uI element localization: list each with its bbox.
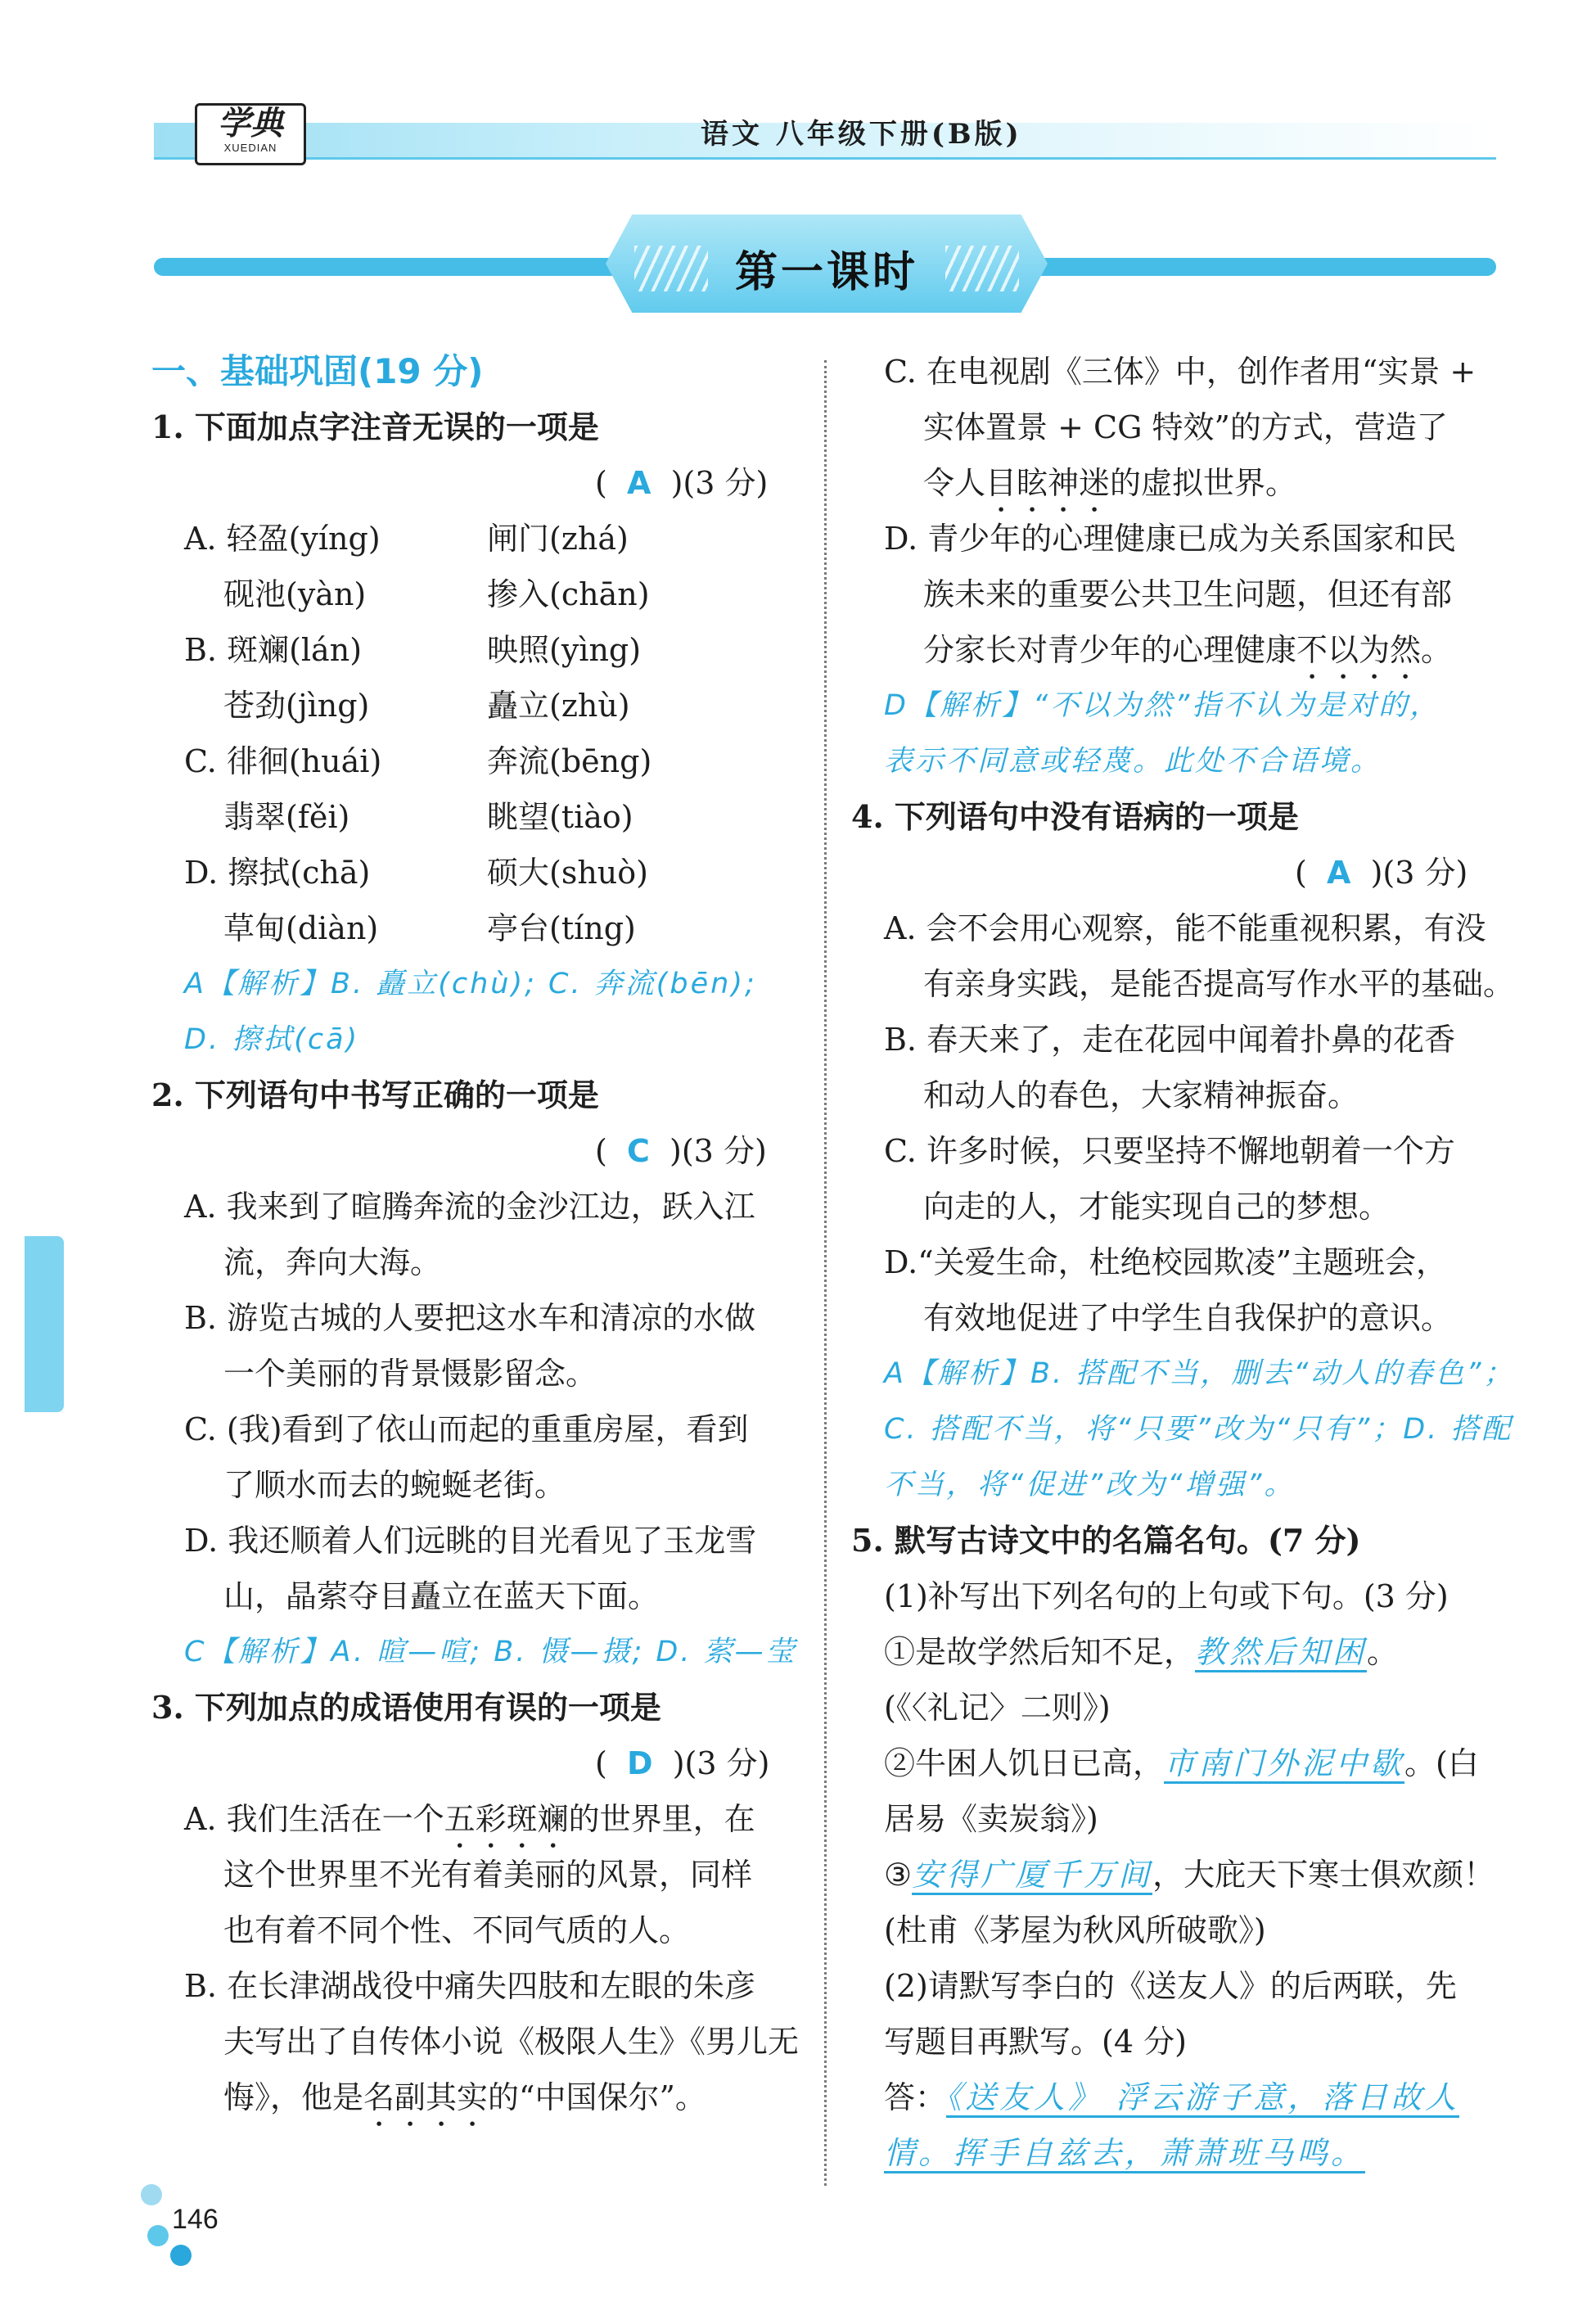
section-heading: 一、基础巩固(19 分) [151, 351, 484, 391]
text-line: 向走的人，才能实现自己的梦想。 [923, 1189, 1391, 1225]
text-line: 分家长对青少年的心理健康不以为然。 [923, 632, 1453, 668]
text-line: ( D )(3 分) [595, 1745, 770, 1781]
text-line: 翡翠(fěi) [223, 799, 350, 835]
text-line: 亭台(tíng) [487, 910, 636, 946]
text-line: 流，奔向大海。 [223, 1244, 442, 1280]
answer-analysis: D. 擦拭(cā) [184, 1023, 360, 1056]
text-line: 矗立(zhù) [487, 688, 630, 724]
text-line: 族未来的重要公共卫生问题，但还有部 [923, 576, 1453, 612]
text-line: 这个世界里不光有着美丽的风景，同样 [223, 1857, 753, 1893]
text-line: 夫写出了自传体小说《极限人生》《男儿无 [223, 2024, 800, 2060]
logo-subtext: XUEDIAN [223, 142, 277, 154]
text-line: 掺入(chān) [487, 576, 650, 612]
text-line: 闸门(zhá) [487, 521, 629, 557]
answer-analysis: 表示不同意或轻蔑。此处不合语境。 [884, 745, 1382, 778]
text-line: 硕大(shuò) [487, 855, 648, 891]
text-line: (杜甫《茅屋为秋风所破歌》) [884, 1912, 1266, 1948]
text-line: B. 春天来了，走在花园中闻着扑鼻的花香 [884, 1022, 1456, 1058]
text-line: 实体置景 + CG 特效”的方式，营造了 [923, 409, 1448, 445]
text-line: C. 在电视剧《三体》中，创作者用“实景 + [884, 354, 1477, 390]
text-line: 也有着不同个性、不同气质的人。 [223, 1912, 691, 1948]
answer-analysis: C【解析】A. 暄—喧; B. 慑—摄; D. 萦—莹 [184, 1636, 797, 1668]
text-line: ③安得广厦千万间，大庇天下寒士俱欢颜！ [884, 1847, 1495, 1903]
text-line: 居易《卖炭翁》) [884, 1801, 1098, 1837]
text-line: B. 在长津湖战役中痛失四肢和左眼的朱彦 [184, 1968, 756, 2004]
answer-analysis: A【解析】B. 搭配不当，删去“动人的春色”； [884, 1357, 1515, 1390]
publisher-logo [195, 103, 306, 165]
section-title: 第一课时 [734, 247, 918, 297]
answer-analysis: A【解析】B. 矗立(chù); C. 奔流(bēn); [184, 968, 757, 1000]
text-line: 眺望(tiào) [487, 799, 633, 835]
deco-dot [147, 2225, 169, 2246]
text-line: 情。挥手自兹去，萧萧班马鸣。 [884, 2125, 1365, 2181]
text-line: C. 徘徊(huái) [184, 743, 382, 779]
text-line: 映照(yìng) [487, 632, 642, 668]
question-stem: 3. 下列加点的成语使用有误的一项是 [151, 1689, 661, 1726]
text-line: 答：《送友人》 浮云游子意，落日故人 [884, 2070, 1459, 2125]
text-line: 悔》，他是名副其实的“中国保尔”。 [223, 2079, 706, 2115]
text-line: A. 轻盈(yíng) [184, 521, 381, 557]
text-line: ①是故学然后知不足，教然后知困。 [884, 1624, 1398, 1680]
question-stem: 2. 下列语句中书写正确的一项是 [151, 1077, 599, 1113]
deco-dot [170, 2245, 192, 2266]
text-line: A. 我来到了暄腾奔流的金沙江边，跃入江 [184, 1189, 755, 1225]
text-line: 砚池(yàn) [223, 576, 367, 612]
text-line: A. 会不会用心观察，能不能重视积累，有没 [884, 910, 1486, 946]
question-stem: 4. 下列语句中没有语病的一项是 [851, 798, 1299, 835]
column-divider [824, 360, 827, 2186]
text-line: ( A )(3 分) [595, 465, 769, 501]
text-line: B. 游览古城的人要把这水车和清凉的水做 [184, 1300, 756, 1336]
text-line: 有亲身实践，是能否提高写作水平的基础。 [923, 966, 1515, 1002]
text-line: ②牛困人饥日已高，市南门外泥中歇。(白 [884, 1736, 1479, 1791]
text-line: 写题目再默写。(4 分) [884, 2024, 1187, 2060]
text-line: 奔流(bēng) [487, 743, 652, 779]
question-stem: 1. 下面加点字注音无误的一项是 [151, 408, 599, 445]
text-line: 和动人的春色，大家精神振奋。 [923, 1077, 1359, 1113]
text-line: D.“关爱生命，杜绝校园欺凌”主题班会， [884, 1244, 1448, 1280]
answer-analysis: D【解析】“不以为然”指不认为是对的， [884, 689, 1441, 722]
text-line: 令人目眩神迷的虚拟世界。 [923, 465, 1297, 501]
text-line: ( C )(3 分) [595, 1133, 767, 1169]
text-line: B. 斑斓(lán) [184, 632, 363, 668]
logo-text: 学典 [218, 104, 283, 142]
text-line: 一个美丽的背景慑影留念。 [223, 1356, 597, 1392]
text-line: C. (我)看到了依山而起的重重房屋，看到 [184, 1411, 749, 1447]
header-line [154, 157, 1496, 160]
text-line: 苍劲(jìng) [223, 688, 370, 724]
answer-analysis: 不当，将“促进”改为“增强”。 [884, 1469, 1296, 1501]
chapter-side-tab [25, 1236, 64, 1412]
text-line: (《〈礼记〉二则》) [884, 1690, 1111, 1726]
text-line: 山，晶萦夺目矗立在蓝天下面。 [223, 1578, 660, 1614]
text-line: 了顺水而去的蜿蜒老街。 [223, 1467, 566, 1503]
text-line: A. 我们生活在一个五彩斑斓的世界里，在 [184, 1801, 755, 1837]
question-stem: 5. 默写古诗文中的名篇名句。(7 分) [851, 1522, 1361, 1559]
text-line: ( A )(3 分) [1295, 855, 1468, 891]
text-line: C. 许多时候，只要坚持不懈地朝着一个方 [884, 1133, 1455, 1169]
book-title: 语文 八年级下册(B版) [701, 118, 1022, 151]
text-line: D. 擦拭(chā) [184, 855, 371, 891]
answer-analysis: C. 搭配不当，将“只要”改为“只有”；D. 搭配 [884, 1413, 1513, 1446]
text-line: 有效地促进了中学生自我保护的意识。 [923, 1300, 1453, 1336]
text-line: 草甸(diàn) [223, 910, 379, 946]
text-line: D. 青少年的心理健康已成为关系国家和民 [884, 521, 1457, 557]
text-line: (1)补写出下列名句的上句或下句。(3 分) [884, 1578, 1449, 1614]
text-line: D. 我还顺着人们远眺的目光看见了玉龙雪 [184, 1523, 757, 1559]
deco-dot [141, 2184, 162, 2205]
text-line: (2)请默写李白的《送友人》的后两联，先 [884, 1968, 1457, 2004]
page-number: 146 [172, 2204, 219, 2235]
